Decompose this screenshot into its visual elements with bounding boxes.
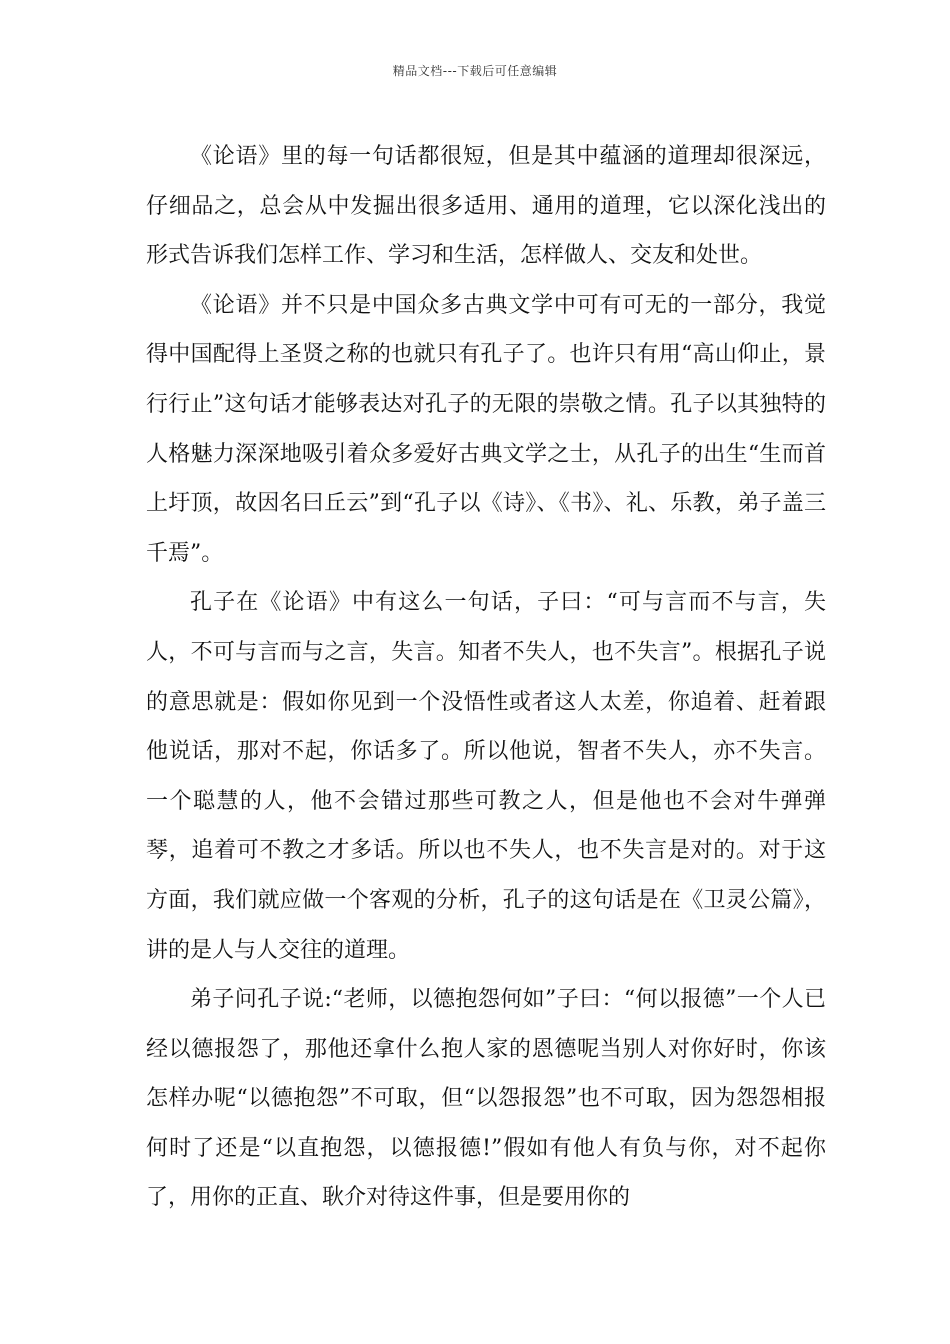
document-body bbox=[146, 132, 826, 1223]
paragraph: 弟子问孔子说:“老师，以德抱怨何如”子曰：“何以报德”一个人已经以德报怨了，那他还拿什么抱人家的恩德呢当别人对你好时，你该怎样办呢“以德抱怨”不可取，但“以怨报怨”也不可取，因为怨怨相报何时了还是“以直抱怨，以德报德!”假如有他人有负与你，对不起你了，用你的正直、耿介对待这件事，但是要用你的 bbox=[146, 987, 826, 1211]
paragraph: 《论语》并不只是中国众多古典文学中可有可无的一部分，我觉得中国配得上圣贤之称的也就只有孔子了。也许只有用“高山仰止，景行行止”这句话才能够表达对孔子的无限的崇敬之情。孔子以其独特的人格魅力深深地吸引着众多爱好古典文学之士，从孔子的出生“生而首上圩顶，故因名曰丘云”到“孔子以《诗》、《书》、礼、乐教，弟子盖三千焉”。 bbox=[146, 292, 826, 566]
paragraph: 《论语》里的每一句话都很短，但是其中蕴涵的道理却很深远，仔细品之，总会从中发掘出很多适用、通用的道理，它以深化浅出的形式告诉我们怎样工作、学习和生活，怎样做人、交友和处世。 bbox=[146, 144, 826, 269]
paragraph: 孔子在《论语》中有这么一句话，子曰：“可与言而不与言，失人，不可与言而与之言，失言。知者不失人，也不失言”。根据孔子说的意思就是：假如你见到一个没悟性或者这人太差，你追着、赶着跟他说话，那对不起，你话多了。所以他说，智者不失人，亦不失言。一个聪慧的人，他不会错过那些可教之人，但是他也不会对牛弹弹琴，追着可不教之才多话。所以也不失人，也不失言是对的。对于这方面，我们就应做一个客观的分析，孔子的这句话是在《卫灵公篇》，讲的是人与人交往的道理。 bbox=[146, 590, 826, 963]
page-header: 精品文档---下载后可任意编辑 bbox=[392, 64, 558, 78]
